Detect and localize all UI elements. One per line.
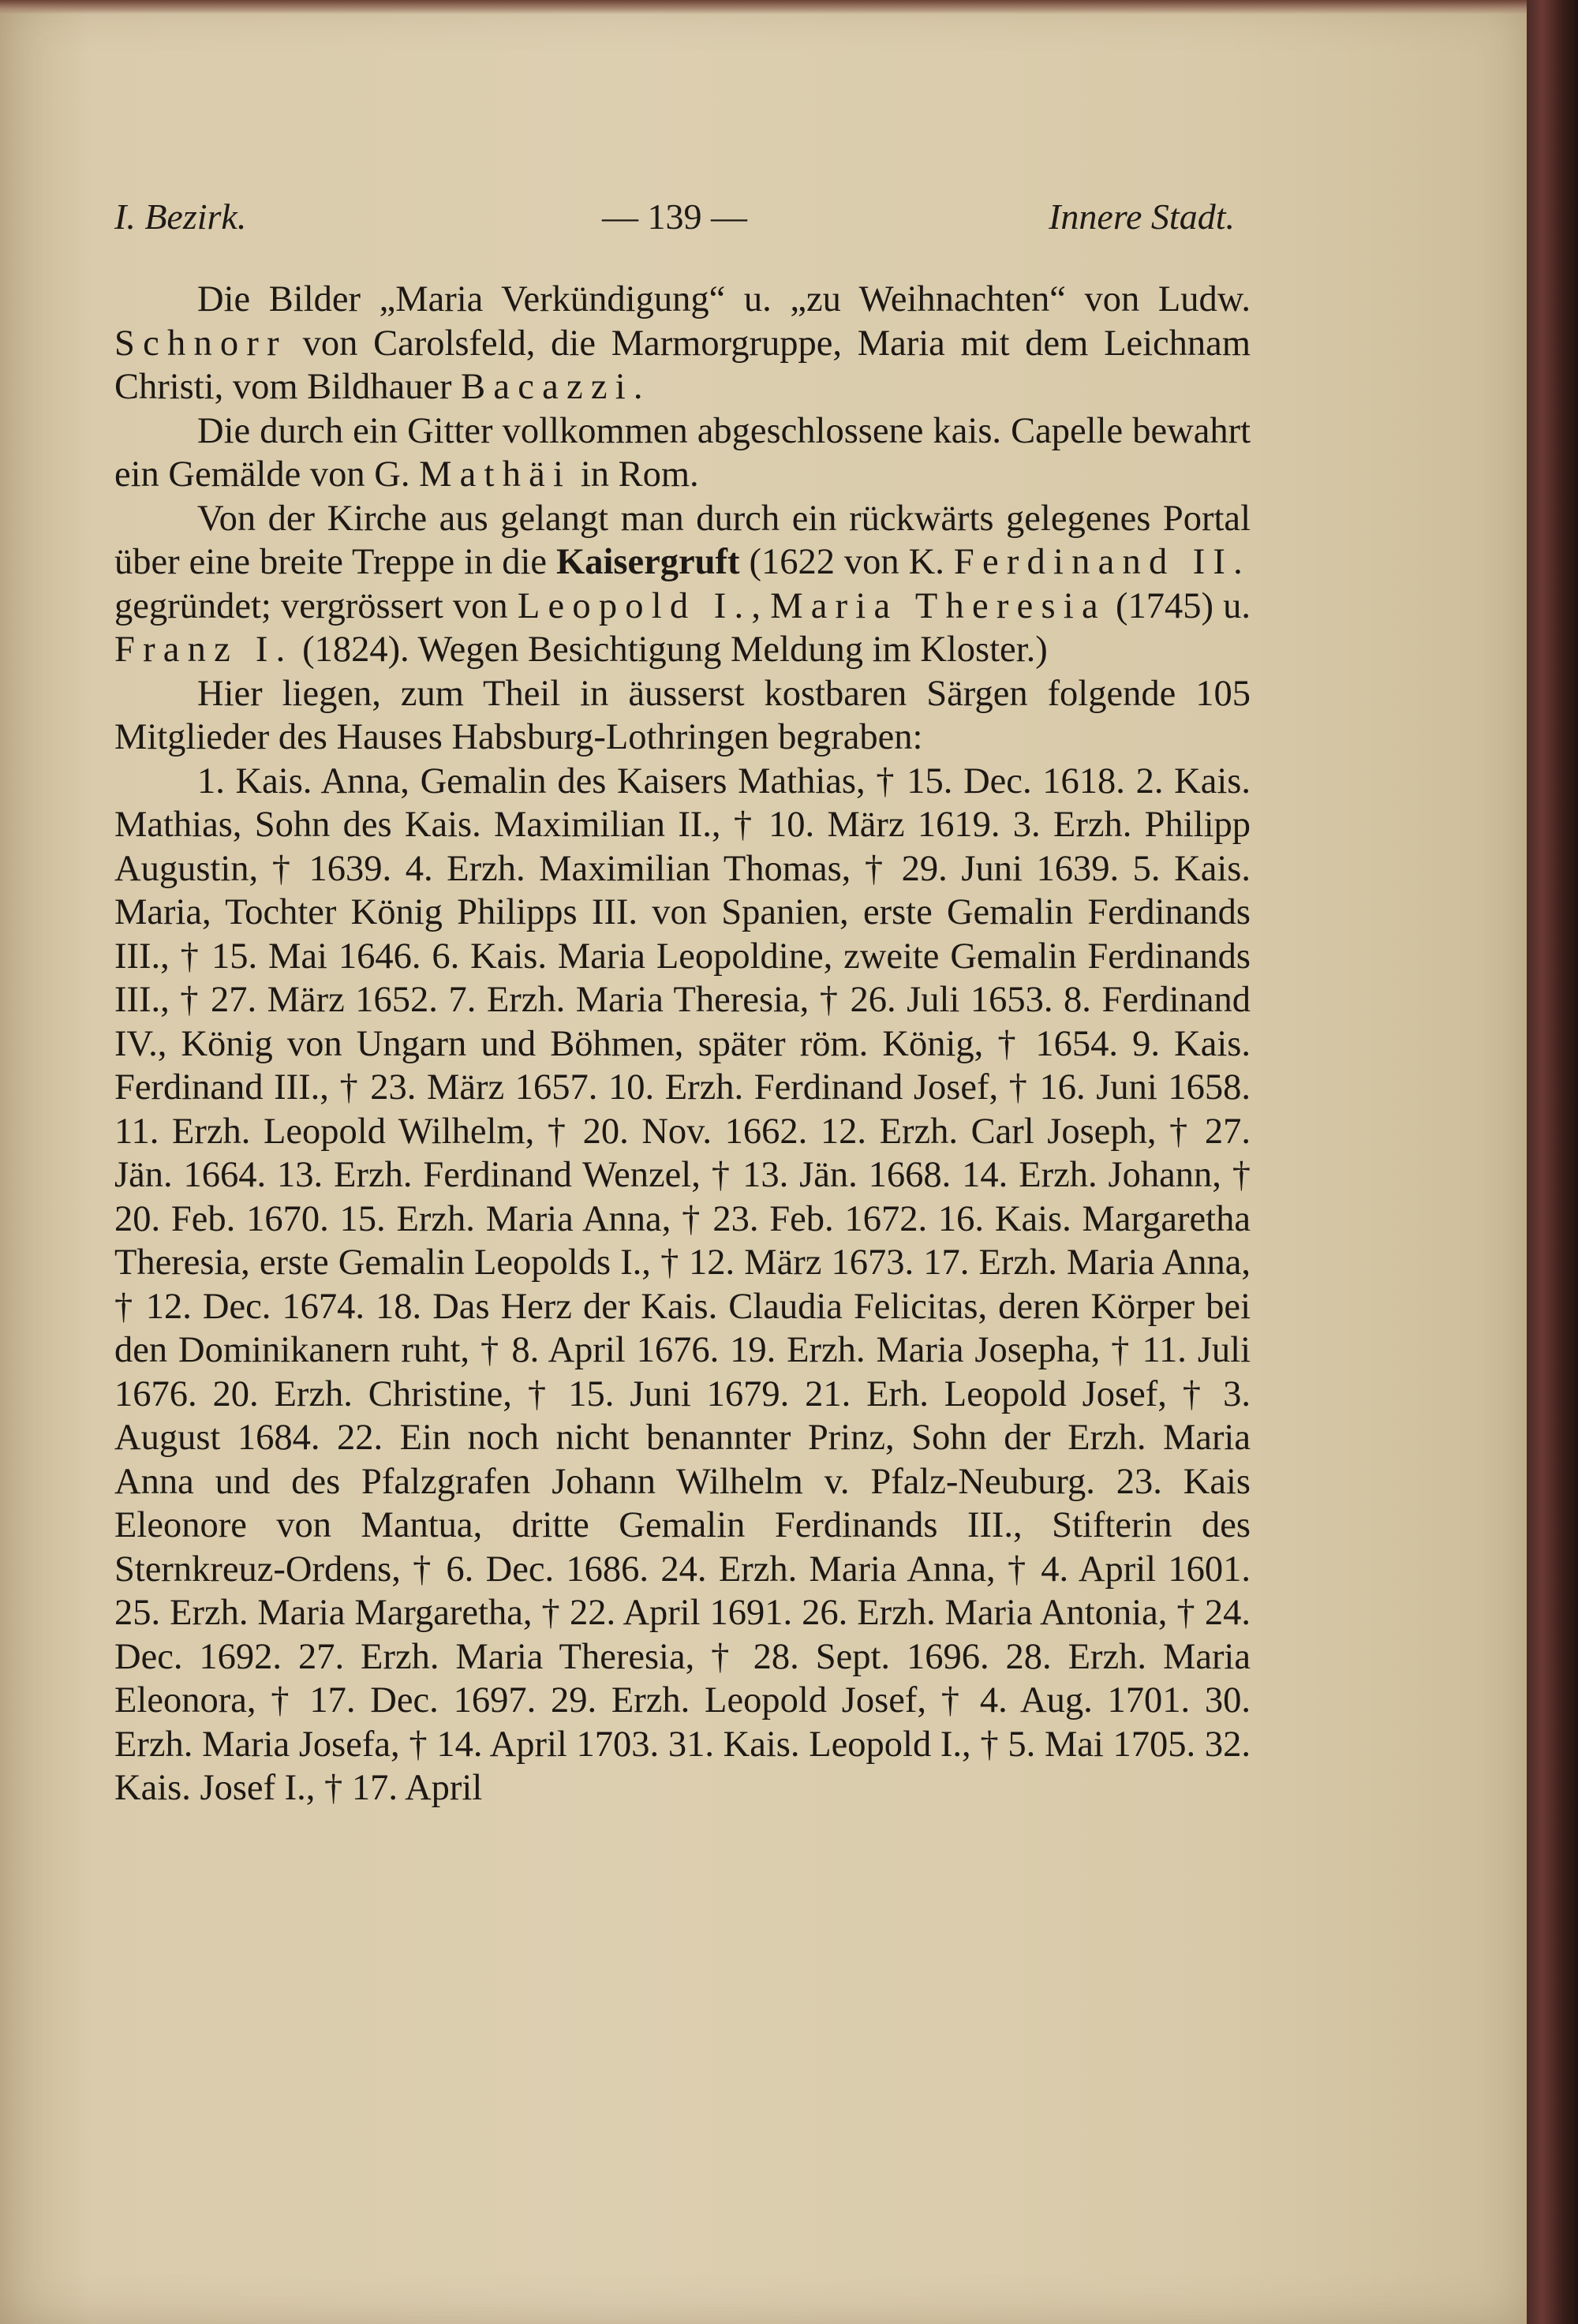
text-run: . (633, 367, 643, 407)
text-run: in Rom. (571, 454, 699, 495)
text-run: , (751, 585, 771, 626)
spaced-name: Leopold I. (517, 585, 752, 626)
spaced-name: Franz I. (114, 630, 294, 670)
text-run: gegründet; vergrössert von (114, 585, 518, 626)
text-run: Die Bilder „Maria Verkündigung“ u. „zu Weihnachten“ von Ludw. (197, 279, 1251, 319)
body-text (114, 278, 1251, 1810)
text-run: von Carolsfeld, die Marmorgruppe, Maria mit dem Leichnam Christi, vom Bildhauer (114, 323, 1251, 407)
spaced-name: Maria Theresia (770, 585, 1106, 626)
page-number: — 139 — (602, 196, 747, 237)
text-run: Von der Kirche aus gelangt man durch ein rückwärts gelegenes Portal über eine breite Treppe in die (114, 498, 1251, 582)
paragraph (114, 672, 1251, 760)
bold-term: Kaisergruft (556, 542, 740, 582)
paragraph (114, 409, 1251, 497)
header-location: Innere Stadt. (1049, 196, 1235, 237)
paragraph (114, 278, 1251, 409)
running-header (114, 196, 1235, 251)
paragraph (114, 497, 1251, 672)
paragraph (114, 760, 1251, 1810)
spaced-name: Bacazzi (461, 367, 634, 407)
page-top-edge (0, 0, 1527, 14)
spaced-name: Ferdinand II. (953, 542, 1251, 582)
header-district: I. Bezirk. (114, 196, 247, 237)
text-run: Die durch ein Gitter vollkommen abgeschlossene kais. Capelle bewahrt ein Gemälde von G. (114, 410, 1251, 495)
text-run: (1745) u. (1105, 585, 1251, 626)
spaced-name: Mathäi (419, 454, 572, 495)
book-spine (1527, 0, 1578, 2324)
text-run: (1824). Wegen Besichtigung Meldung im Kloster.) (293, 630, 1048, 670)
text-run: 1. Kais. Anna, Gemalin des Kaisers Mathias, † 15. Dec. 1618. 2. Kais. Mathias, Sohn des Kais. Maximilian II., † 10. März 1619. 3. Erzh. Philipp Augustin, † 1639. 4. Erzh. Maximilian Thomas, † 29. Juni 1639. 5. Kais. Maria, Tochter König Philipps III. von Spanien, erste Gemalin Ferdinands III., † 15. Mai 1646. 6. Kais. Maria Leopoldine, zweite Gemalin Ferdinands III., † 27. März 1652. 7. Erzh. Maria Theresia, † 26. Juli 1653. 8. Ferdinand IV., König von Ungarn und Böhmen, später röm. König, † 1654. 9. Kais. Ferdinand III., † 23. März 1657. 10. Erzh. Ferdinand Josef, † 16. Juni 1658. 11. Erzh. Leopold Wilhelm, † 20. Nov. 1662. 12. Erzh. Carl Joseph, † 27. Jän. 1664. 13. Erzh. Ferdinand Wenzel, † 13. Jän. 1668. 14. Erzh. Johann, † 20. Feb. 1670. 15. Erzh. Maria Anna, † 23. Feb. 1672. 16. Kais. Margaretha Theresia, erste Gemalin Leopolds I., † 12. März 1673. 17. Erzh. Maria Anna, † 12. Dec. 1674. 18. Das Herz der Kais. Claudia Felicitas, deren Körper bei den Dominikanern ruht, † 8. April 1676. 19. Erzh. Maria Josepha, † 11. Juli 1676. 20. Erzh. Christine, † 15. Juni 1679. 21. Erh. Leopold Josef, † 3. August 1684. 22. Ein noch nicht benannter Prinz, Sohn der Erzh. Maria Anna und des Pfalzgrafen Johann Wilhelm v. Pfalz-Neuburg. 23. Kais Eleonore von Mantua, dritte Gemalin Ferdinands III., Stifterin des Sternkreuz-Ordens, † 6. Dec. 1686. 24. Erzh. Maria Anna, † 4. April 1601. 25. Erzh. Maria Margaretha, † 22. April 1691. 26. Erzh. Maria Antonia, † 24. Dec. 1692. 27. Erzh. Maria Theresia, † 28. Sept. 1696. 28. Erzh. Maria Eleonora, † 17. Dec. 1697. 29. Erzh. Leopold Josef, † 4. Aug. 1701. 30. Erzh. Maria Josefa, † 14. April 1703. 31. Kais. Leopold I., † 5. Mai 1705. 32. Kais. Josef I., † 17. April (114, 760, 1251, 1808)
spaced-name: Schnorr (114, 323, 287, 364)
text-run: Hier liegen, zum Theil in äusserst kostbaren Särgen folgende 105 Mitglieder des Hauses Habsburg-Lothringen begraben: (114, 673, 1251, 757)
text-run: (1622 von K. (739, 542, 954, 582)
